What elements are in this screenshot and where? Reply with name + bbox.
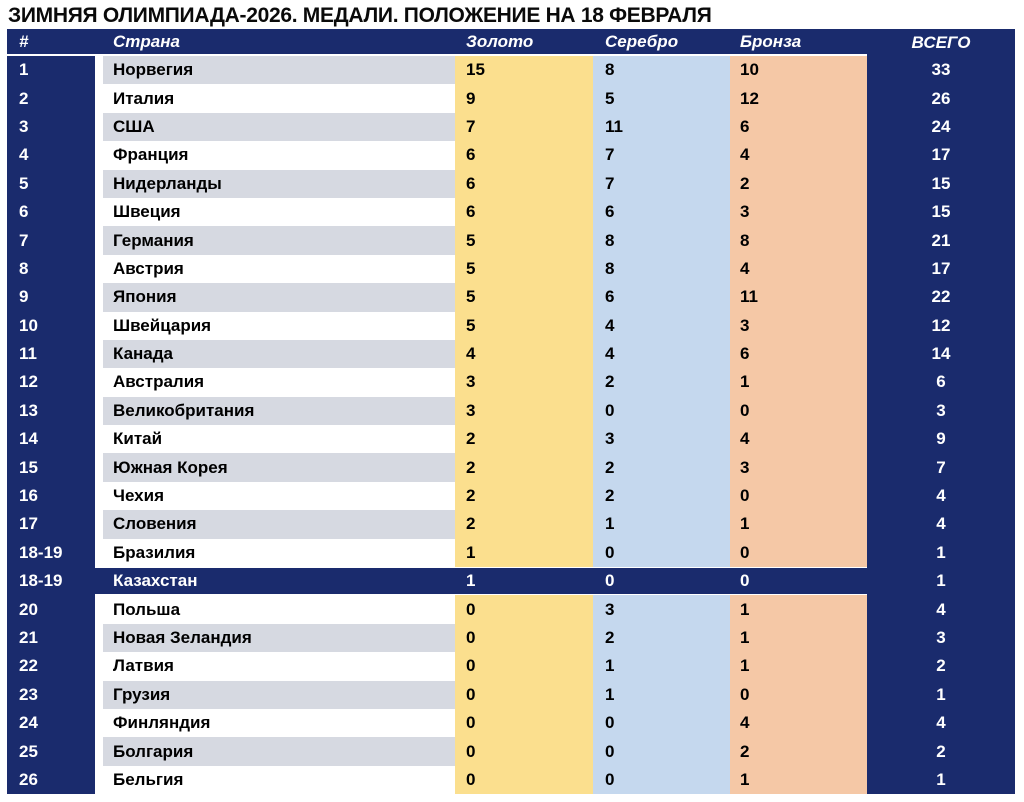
bronze-cell: 3 [730, 312, 867, 340]
bronze-cell: 3 [730, 198, 867, 226]
silver-cell: 0 [593, 737, 730, 765]
total-cell: 12 [867, 312, 1015, 340]
total-cell: 33 [867, 56, 1015, 84]
table-row [7, 84, 1015, 112]
silver-cell: 2 [593, 482, 730, 510]
gold-cell: 9 [455, 84, 593, 112]
bronze-cell: 4 [730, 255, 867, 283]
header-gap [95, 29, 103, 56]
rank-cell: 8 [7, 255, 95, 283]
total-cell: 9 [867, 425, 1015, 453]
gold-cell: 0 [455, 624, 593, 652]
bronze-cell: 6 [730, 113, 867, 141]
rank-cell: 26 [7, 766, 95, 794]
rank-gap [95, 226, 103, 254]
bronze-cell: 1 [730, 595, 867, 623]
gold-header: Золото [455, 29, 593, 56]
rank-gap [95, 198, 103, 226]
header-row [7, 29, 1015, 56]
total-cell: 2 [867, 652, 1015, 680]
bronze-cell: 10 [730, 56, 867, 84]
bronze-cell: 4 [730, 141, 867, 169]
bronze-cell: 0 [730, 567, 867, 595]
table-row [7, 766, 1015, 794]
silver-cell: 7 [593, 141, 730, 169]
rank-gap [95, 312, 103, 340]
rank-cell: 18-19 [7, 539, 95, 567]
total-cell: 3 [867, 624, 1015, 652]
country-cell: Казахстан [103, 567, 455, 595]
gold-cell: 0 [455, 709, 593, 737]
silver-cell: 0 [593, 397, 730, 425]
country-cell: Чехия [103, 482, 455, 510]
country-cell: Италия [103, 84, 455, 112]
gold-cell: 6 [455, 141, 593, 169]
rank-gap [95, 453, 103, 481]
table-row [7, 652, 1015, 680]
gold-cell: 5 [455, 283, 593, 311]
total-cell: 26 [867, 84, 1015, 112]
gold-cell: 3 [455, 397, 593, 425]
total-cell: 4 [867, 709, 1015, 737]
rank-cell: 22 [7, 652, 95, 680]
gold-cell: 4 [455, 340, 593, 368]
total-cell: 4 [867, 482, 1015, 510]
rank-gap [95, 283, 103, 311]
silver-cell: 7 [593, 170, 730, 198]
bronze-cell: 1 [730, 766, 867, 794]
rank-gap [95, 766, 103, 794]
rank-gap [95, 340, 103, 368]
rank-gap [95, 368, 103, 396]
silver-cell: 8 [593, 226, 730, 254]
gold-cell: 2 [455, 482, 593, 510]
gold-cell: 2 [455, 425, 593, 453]
silver-cell: 4 [593, 312, 730, 340]
total-cell: 14 [867, 340, 1015, 368]
rank-gap [95, 595, 103, 623]
table-row [7, 453, 1015, 481]
gold-cell: 0 [455, 595, 593, 623]
gold-cell: 1 [455, 539, 593, 567]
silver-cell: 0 [593, 766, 730, 794]
rank-gap [95, 84, 103, 112]
gold-cell: 1 [455, 567, 593, 595]
rank-cell: 3 [7, 113, 95, 141]
bronze-cell: 2 [730, 737, 867, 765]
country-cell: Канада [103, 340, 455, 368]
table-row [7, 737, 1015, 765]
gold-cell: 0 [455, 766, 593, 794]
country-cell: Китай [103, 425, 455, 453]
total-cell: 4 [867, 595, 1015, 623]
gold-cell: 0 [455, 737, 593, 765]
rank-gap [95, 425, 103, 453]
rank-cell: 25 [7, 737, 95, 765]
gold-cell: 15 [455, 56, 593, 84]
total-cell: 21 [867, 226, 1015, 254]
gold-cell: 2 [455, 510, 593, 538]
silver-cell: 8 [593, 255, 730, 283]
silver-cell: 0 [593, 709, 730, 737]
country-cell: Бельгия [103, 766, 455, 794]
bronze-cell: 12 [730, 84, 867, 112]
country-cell: Великобритания [103, 397, 455, 425]
rank-cell: 15 [7, 453, 95, 481]
rank-gap [95, 113, 103, 141]
country-cell: Южная Корея [103, 453, 455, 481]
gold-cell: 7 [455, 113, 593, 141]
table-row [7, 425, 1015, 453]
bronze-cell: 0 [730, 681, 867, 709]
country-cell: Япония [103, 283, 455, 311]
silver-cell: 6 [593, 283, 730, 311]
table-row [7, 397, 1015, 425]
silver-cell: 1 [593, 681, 730, 709]
table-row [7, 539, 1015, 567]
total-cell: 17 [867, 255, 1015, 283]
table-row [7, 170, 1015, 198]
rank-cell: 6 [7, 198, 95, 226]
table-row [7, 113, 1015, 141]
rank-cell: 7 [7, 226, 95, 254]
rank-gap [95, 170, 103, 198]
silver-cell: 2 [593, 624, 730, 652]
bronze-cell: 1 [730, 624, 867, 652]
table-row [7, 709, 1015, 737]
total-cell: 24 [867, 113, 1015, 141]
total-header: ВСЕГО [867, 29, 1015, 56]
total-cell: 7 [867, 453, 1015, 481]
country-cell: Бразилия [103, 539, 455, 567]
gold-cell: 0 [455, 652, 593, 680]
country-cell: Германия [103, 226, 455, 254]
total-cell: 1 [867, 539, 1015, 567]
rank-gap [95, 624, 103, 652]
medal-table [7, 29, 1015, 794]
country-cell: Швейцария [103, 312, 455, 340]
country-cell: Швеция [103, 198, 455, 226]
total-cell: 15 [867, 170, 1015, 198]
table-row [7, 340, 1015, 368]
rank-cell: 20 [7, 595, 95, 623]
gold-cell: 5 [455, 312, 593, 340]
rank-cell: 14 [7, 425, 95, 453]
gold-cell: 0 [455, 681, 593, 709]
rank-gap [95, 56, 103, 84]
rank-gap [95, 567, 103, 595]
bronze-cell: 1 [730, 510, 867, 538]
silver-cell: 8 [593, 56, 730, 84]
rank-cell: 10 [7, 312, 95, 340]
bronze-cell: 11 [730, 283, 867, 311]
total-cell: 1 [867, 766, 1015, 794]
table-row [7, 368, 1015, 396]
total-cell: 22 [867, 283, 1015, 311]
rank-cell: 2 [7, 84, 95, 112]
country-cell: Австралия [103, 368, 455, 396]
total-cell: 1 [867, 681, 1015, 709]
silver-cell: 4 [593, 340, 730, 368]
silver-cell: 5 [593, 84, 730, 112]
silver-cell: 3 [593, 425, 730, 453]
table-row [7, 482, 1015, 510]
total-cell: 4 [867, 510, 1015, 538]
page-title: ЗИМНЯЯ ОЛИМПИАДА-2026. МЕДАЛИ. ПОЛОЖЕНИЕ НА 18 ФЕВРАЛЯ [8, 4, 712, 27]
bronze-cell: 0 [730, 397, 867, 425]
gold-cell: 5 [455, 255, 593, 283]
rank-cell: 12 [7, 368, 95, 396]
total-cell: 3 [867, 397, 1015, 425]
silver-cell: 1 [593, 652, 730, 680]
table-row [7, 283, 1015, 311]
country-cell: Австрия [103, 255, 455, 283]
table-row [7, 595, 1015, 623]
silver-cell: 11 [593, 113, 730, 141]
rank-cell: 16 [7, 482, 95, 510]
rank-cell: 21 [7, 624, 95, 652]
table-row [7, 56, 1015, 84]
rank-gap [95, 681, 103, 709]
country-cell: Польша [103, 595, 455, 623]
total-cell: 6 [867, 368, 1015, 396]
silver-header: Серебро [593, 29, 730, 56]
country-cell: Норвегия [103, 56, 455, 84]
silver-cell: 6 [593, 198, 730, 226]
silver-cell: 0 [593, 539, 730, 567]
bronze-header: Бронза [730, 29, 867, 56]
total-cell: 17 [867, 141, 1015, 169]
country-cell: Болгария [103, 737, 455, 765]
country-cell: Франция [103, 141, 455, 169]
rank-cell: 24 [7, 709, 95, 737]
country-cell: Финляндия [103, 709, 455, 737]
bronze-cell: 3 [730, 453, 867, 481]
rank-cell: 4 [7, 141, 95, 169]
country-cell: США [103, 113, 455, 141]
rank-cell: 1 [7, 56, 95, 84]
table-row [7, 141, 1015, 169]
silver-cell: 2 [593, 368, 730, 396]
gold-cell: 5 [455, 226, 593, 254]
rank-gap [95, 539, 103, 567]
rank-gap [95, 709, 103, 737]
rank-cell: 17 [7, 510, 95, 538]
silver-cell: 2 [593, 453, 730, 481]
rank-cell: 18-19 [7, 567, 95, 595]
silver-cell: 3 [593, 595, 730, 623]
rank-cell: 23 [7, 681, 95, 709]
rank-gap [95, 397, 103, 425]
bronze-cell: 1 [730, 652, 867, 680]
country-cell: Латвия [103, 652, 455, 680]
bronze-cell: 0 [730, 482, 867, 510]
bronze-cell: 2 [730, 170, 867, 198]
table-row [7, 312, 1015, 340]
rank-gap [95, 510, 103, 538]
bronze-cell: 8 [730, 226, 867, 254]
silver-cell: 1 [593, 510, 730, 538]
bronze-cell: 4 [730, 709, 867, 737]
rank-cell: 5 [7, 170, 95, 198]
table-row [7, 226, 1015, 254]
rank-gap [95, 255, 103, 283]
rank-cell: 13 [7, 397, 95, 425]
bronze-cell: 1 [730, 368, 867, 396]
rank-gap [95, 482, 103, 510]
gold-cell: 2 [455, 453, 593, 481]
country-cell: Нидерланды [103, 170, 455, 198]
gold-cell: 6 [455, 198, 593, 226]
gold-cell: 6 [455, 170, 593, 198]
rank-gap [95, 141, 103, 169]
country-cell: Грузия [103, 681, 455, 709]
bronze-cell: 0 [730, 539, 867, 567]
table-row [7, 681, 1015, 709]
table-row [7, 510, 1015, 538]
rank-cell: 9 [7, 283, 95, 311]
table-row [7, 255, 1015, 283]
table-row [7, 624, 1015, 652]
total-cell: 15 [867, 198, 1015, 226]
rank-cell: 11 [7, 340, 95, 368]
country-cell: Словения [103, 510, 455, 538]
total-cell: 2 [867, 737, 1015, 765]
country-cell: Новая Зеландия [103, 624, 455, 652]
silver-cell: 0 [593, 567, 730, 595]
medal-table-rows [7, 56, 1015, 794]
total-cell: 1 [867, 567, 1015, 595]
rank-gap [95, 652, 103, 680]
rank-gap [95, 737, 103, 765]
gold-cell: 3 [455, 368, 593, 396]
bronze-cell: 6 [730, 340, 867, 368]
rank-header: # [7, 29, 95, 56]
table-row [7, 567, 1015, 595]
country-header: Страна [103, 29, 455, 56]
table-row [7, 198, 1015, 226]
bronze-cell: 4 [730, 425, 867, 453]
